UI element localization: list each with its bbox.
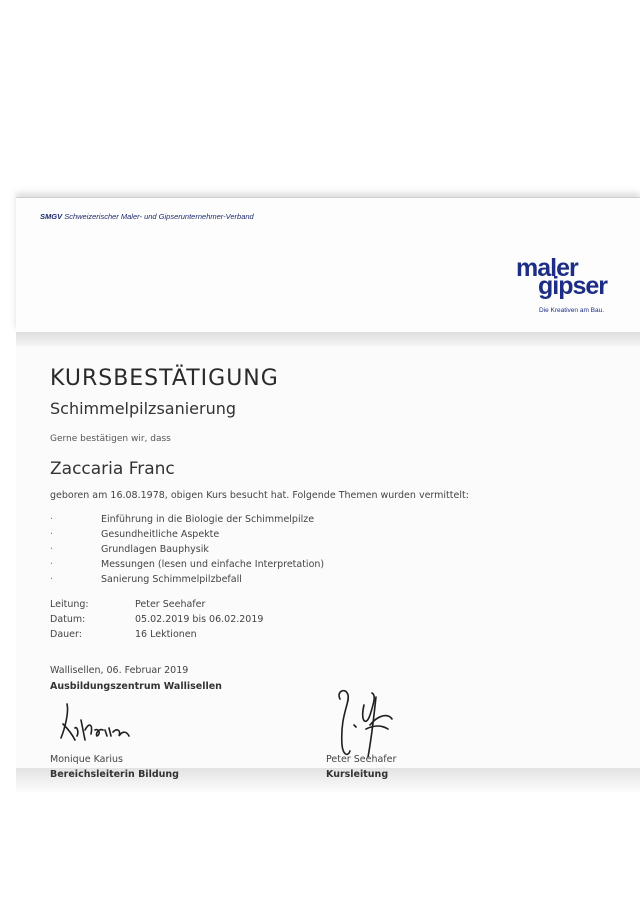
list-item <box>50 557 324 572</box>
leitung-value: Peter Seehafer <box>135 599 206 610</box>
fact-row-datum <box>50 612 263 627</box>
dauer-label: Dauer: <box>50 629 82 640</box>
signer-name-seehafer: Peter Seehafer <box>326 754 397 765</box>
certificate-title: KURSBESTÄTIGUNG <box>50 366 279 391</box>
topic-text: Einführung in die Biologie der Schimmelpilze <box>101 514 315 525</box>
bullet-icon: · <box>50 529 54 540</box>
signature-karius <box>55 700 140 750</box>
signer-name-karius: Monique Karius <box>50 754 123 765</box>
datum-label: Datum: <box>50 614 86 625</box>
list-item <box>50 527 324 542</box>
datum-value: 05.02.2019 bis 06.02.2019 <box>135 614 264 625</box>
maler-gipser-logo <box>515 254 620 314</box>
signer-role-karius: Bereichsleiterin Bildung <box>50 769 179 780</box>
course-facts <box>50 597 263 642</box>
training-center: Ausbildungszentrum Wallisellen <box>50 681 222 692</box>
organisation-abbreviation: SMGV <box>40 212 63 221</box>
bullet-icon: · <box>50 574 54 585</box>
logo-text-gipser: gipser <box>538 272 608 300</box>
topic-text: Grundlagen Bauphysik <box>101 544 209 555</box>
bullet-icon: · <box>50 514 54 525</box>
signature-seehafer <box>330 685 400 765</box>
course-subtitle: Schimmelpilzsanierung <box>50 399 237 418</box>
topic-text: Sanierung Schimmelpilzbefall <box>101 574 242 585</box>
bullet-icon: · <box>50 559 54 570</box>
paper-fold-shadow <box>16 332 640 346</box>
logo-text-maler: maler <box>516 254 578 282</box>
organisation-name: Schweizerischer Maler- und Gipserunternehmer-Verband <box>64 212 254 221</box>
fact-row-dauer <box>50 627 263 642</box>
organisation-line <box>40 212 254 221</box>
birth-line: geboren am 16.08.1978, obigen Kurs besucht hat. Folgende Themen wurden vermittelt: <box>50 490 469 501</box>
logo-tagline: Die Kreativen am Bau. <box>539 307 605 314</box>
signer-role-seehafer: Kursleitung <box>326 769 389 780</box>
fact-row-leitung <box>50 597 263 612</box>
list-item <box>50 542 324 557</box>
topic-text: Messungen (lesen und einfache Interpretation) <box>101 559 325 570</box>
intro-text: Gerne bestätigen wir, dass <box>50 434 171 444</box>
bullet-icon: · <box>50 544 54 555</box>
dauer-value: 16 Lektionen <box>135 629 197 640</box>
place-date: Wallisellen, 06. Februar 2019 <box>50 665 189 676</box>
topics-list <box>50 512 324 587</box>
leitung-label: Leitung: <box>50 599 89 610</box>
participant-name: Zaccaria Franc <box>50 459 175 479</box>
topic-text: Gesundheitliche Aspekte <box>101 529 220 540</box>
list-item <box>50 512 324 527</box>
list-item <box>50 572 324 587</box>
